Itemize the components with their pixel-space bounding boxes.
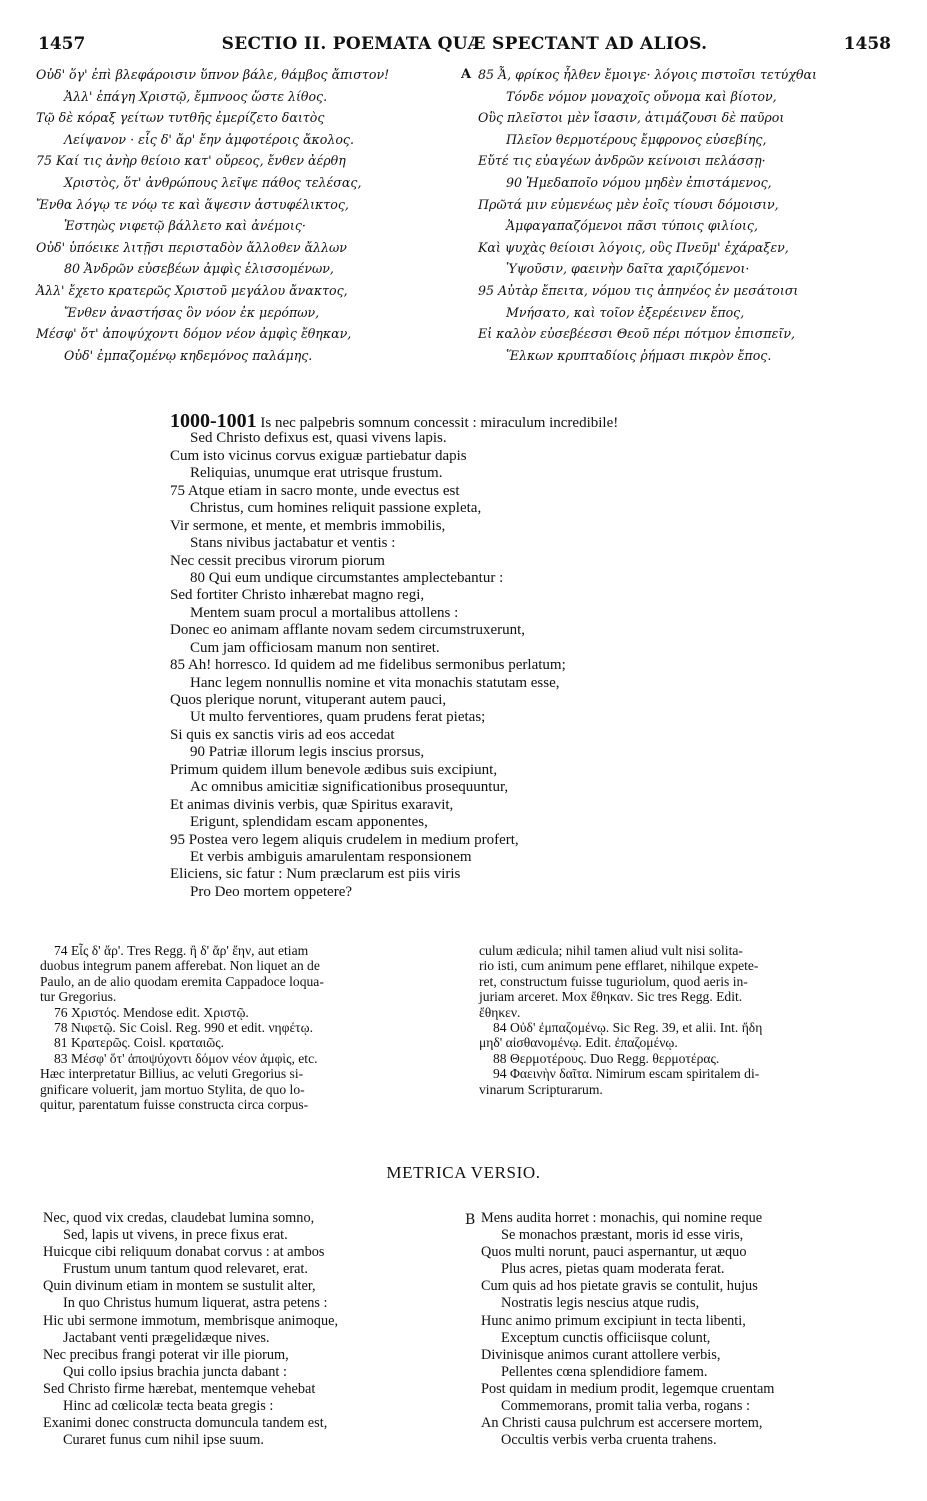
text-line: Mentem suam procul a mortalibus attollens : [190, 604, 459, 621]
text-line: Χριστὸς, ὅτ' ἀνθρώπους λεῖψε πάθος τελέσας, [64, 174, 362, 190]
text-line: Οὐδ' ἐμπαζομένῳ κηδεμόνος παλάμης. [64, 347, 313, 363]
section-number: 1000-1001 [170, 410, 257, 432]
text-line: Exceptum cunctis officiisque colunt, [501, 1329, 711, 1346]
text-line: Οὐδ' ὑπόεικε λιτῇσι περισταδὸν ἄλλοθεν ἄλλων [36, 239, 347, 255]
text-line: Hanc legem nonnullis nomine et vita monachis statutam esse, [190, 674, 560, 691]
text-line: Hic ubi sermone immotum, membrisque animoque, [43, 1312, 339, 1329]
text-line: Cum jam officiosam manum non sentiret. [190, 639, 440, 656]
text-line: Huicque cibi reliquum donabat corvus : at ambos [43, 1244, 325, 1261]
text-line: Οὐδ' ὅγ' ἐπὶ βλεφάροισιν ὕπνον βάλε, θάμβος ἄπιστον! [36, 67, 390, 82]
text-line: 90 Ἠμεδαποῖο νόμου μηδὲν ἐπιστάμενος, [506, 174, 772, 190]
text-line: Occultis verbis verba cruenta trahens. [501, 1432, 717, 1449]
text-line: 90 Patriæ illorum legis inscius prorsus, [190, 744, 425, 761]
text-line: Ἀλλ' ἐπάγη Χριστῷ, ἔμπνοος ὥστε λίθος. [64, 88, 328, 104]
text-line: 88 Θερμοτέρους. Duo Regg. θερμοτέρας. [493, 1050, 720, 1066]
text-line: Ἀλλ' ἔχετο κρατερῶς Χριστοῦ μεγάλου ἄνακτος, [36, 282, 348, 298]
text-line: An Christi causa pulchrum est accersere mortem, [481, 1415, 763, 1432]
text-line: 80 Ἀνδρῶν εὐσεβέων ἀμφὶς ἑλισσομένων, [64, 261, 334, 277]
text-line: Pro Deo mortem oppetere? [190, 883, 353, 900]
text-line: Post quidam in medium prodit, legemque cruentam [481, 1380, 775, 1397]
text-line: Vir sermone, et mente, et membris immobilis, [170, 517, 446, 534]
text-line: Sed Christo defixus est, quasi vivens lapis. [190, 430, 447, 447]
text-line: Et verbis ambiguis amarulentam responsionem [190, 848, 472, 865]
text-line: Cum isto vicinus corvus exiguæ partiebatur dapis [170, 447, 467, 464]
text-line: Frustum unum tantum quod relevaret, erat. [63, 1261, 308, 1278]
text-line: Mens audita horret : monachis, qui nomine reque [481, 1210, 763, 1226]
text-line: 74 Εἷς δ' ἄρ'. Tres Regg. ἢ δ' ἄρ' ἔην, aut etiam [54, 943, 309, 958]
text-line: 85 Ah! horresco. Id quidem ad me fidelibus sermonibus perlatum; [170, 657, 566, 674]
text-line: Plus acres, pietas quam moderata ferat. [501, 1261, 725, 1278]
text-line: ἔθηκεν. [479, 1004, 521, 1020]
text-line: Christus, cum homines reliquit passione expleta, [190, 500, 482, 517]
text-line: Sed, lapis ut vivens, in prece fixus erat. [63, 1227, 288, 1244]
text-line: Ἀμφαγαπαζόμενοι πᾶσι τύποις φιλίοις, [506, 218, 758, 234]
text-line: Hunc animo primum excipiunt in tecta libenti, [481, 1312, 746, 1329]
column-marker-a: A [461, 67, 472, 82]
text-line: Curaret funus cum nihil ipse suum. [63, 1432, 264, 1449]
text-line: μηδ' αἰσθανομένῳ. Edit. ἐπαζομένῳ. [479, 1035, 678, 1051]
text-line: Exanimi donec constructa domuncula tandem est, [43, 1415, 328, 1432]
text-line: Hinc ad cœlicolæ tecta beata gregis : [63, 1398, 274, 1415]
text-line: Πρῶτά μιν εὐμενέως μὲν ἑοῖς τίουσι δόμοισιν, [478, 196, 779, 212]
text-line: Quos multi norunt, pauci aspernantur, ut æquo [481, 1244, 747, 1261]
text-line: Πλεῖον θερμοτέρους ἔμφρονος εὐσεβίης, [506, 131, 767, 147]
text-line: 83 Μέσφ' ὅτ' ἀποψύχοντι δόμον νέον ἀμφὶς, etc. [54, 1050, 318, 1066]
text-line: Τόνδε νόμον μοναχοῖς οὔνομα καὶ βίοτον, [506, 88, 777, 104]
running-header [38, 34, 891, 56]
text-line: juriam arceret. Mox ἔθηκαν. Sic tres Regg. Edit. [479, 989, 743, 1005]
text-line: Se monachos præstant, moris id esse viris, [501, 1227, 744, 1244]
text-line: 95 Αὐτὰρ ἔπειτα, νόμου τις ἀπηνέος ἐν μεσάτοισι [478, 282, 799, 298]
text-line: 75 Atque etiam in sacro monte, unde evectus est [170, 482, 460, 499]
text-line: 85 Ἆ, φρίκος ἦλθεν ἔμοιγε· λόγοις πιστοῖσι τετύχθαι [478, 67, 817, 82]
text-line: 84 Οὐδ' ἐμπαζομένῳ. Sic Reg. 39, et alii. Int. ἤδη [493, 1019, 763, 1035]
greek-text-left-column [36, 64, 389, 366]
text-line: culum ædicula; nihil tamen aliud vult nisi solita- [479, 943, 743, 958]
text-line: duobus integrum panem afferebat. Non liquet an de [40, 958, 320, 974]
text-line: Paulo, an de alio quodam eremita Cappadoce loqua- [40, 973, 324, 989]
text-line: Ὑψοῦσιν, φαεινὴν δαῖτα χαριζόμενοι· [506, 261, 750, 277]
text-line: Sed Christo firme hærebat, mentemque vehebat [43, 1380, 316, 1397]
text-line: Erigunt, splendidam escam apponentes, [190, 814, 428, 831]
text-line: Commemorans, promit talia verba, rogans : [501, 1398, 750, 1415]
text-line: 80 Qui eum undique circumstantes amplectebantur : [190, 569, 504, 586]
text-line: Stans nivibus jactabatur et ventis : [190, 535, 396, 552]
text-line: Hæc interpretatur Billius, ac veluti Gregorius si- [40, 1066, 304, 1082]
text-line: Nec, quod vix credas, claudebat lumina somno, [43, 1210, 315, 1226]
page-number-right: 1458 [843, 34, 891, 54]
text-line: Jactabant venti prægelidæque nives. [63, 1329, 270, 1346]
text-line: Εἰ καλὸν εὐσεβέεσσι Θεοῦ πέρι πότμον ἐπισπεῖν, [478, 326, 795, 342]
text-line: In quo Christus humum liquerat, astra petens : [63, 1295, 328, 1312]
text-line: 75 Καί τις ἀνὴρ θείοιο κατ' οὔρεος, ἔνθεν ἀέρθη [36, 153, 346, 169]
text-line: Οὓς πλεῖστοι μὲν ἴσασιν, ἀτιμάζουσι δὲ παῦροι [478, 110, 785, 126]
text-line: Quos plerique norunt, vituperant autem pauci, [170, 692, 447, 708]
text-line: Nostratis legis nescius atque rudis, [501, 1295, 700, 1312]
text-line: Μνήσατο, καὶ τοῖον ἐξερέεινεν ἔπος, [506, 304, 745, 320]
text-line: gnificare voluerit, jam mortuo Stylita, de quo lo- [40, 1081, 305, 1097]
text-line: Et animas divinis verbis, quæ Spiritus exaravit, [170, 796, 454, 813]
text-line: Pellentes cœna splendidiore famem. [501, 1363, 708, 1380]
text-line: Si quis ex sanctis viris ad eos accedat [170, 726, 395, 743]
metrica-left-column [43, 1210, 338, 1449]
text-line: Λείψανον · εἷς δ' ἄρ' ἔην ἀμφοτέροις ἄκολος. [64, 131, 354, 147]
metrica-right-column [481, 1210, 774, 1449]
text-line: Μέσφ' ὅτ' ἀποψύχοντι δόμον νέον ἀμφὶς ἔθηκαν, [36, 326, 352, 342]
text-line: Εὔτέ τις εὐαγέων ἀνδρῶν κείνοισι πελάσσῃ· [478, 153, 766, 169]
text-line: 78 Νιφετῷ. Sic Coisl. Reg. 990 et edit. νηφέτῳ. [54, 1019, 313, 1035]
latin-first-line: 1000-1001 Is nec palpebris somnum concessit : miraculum incredibile! [170, 410, 619, 432]
notes-right-column [479, 943, 762, 1097]
text-line: Καὶ ψυχὰς θείοισι λόγοις, οὓς Πνεῦμ' ἐχάραξεν, [478, 239, 789, 255]
text-line: Divinisque animos curant attollere verbis, [481, 1346, 721, 1363]
text-line: Quin divinum etiam in montem se sustulit alter, [43, 1278, 316, 1295]
text-line: Τῷ δὲ κόραξ γείτων τυτθῆς ἐμερίζετο δαιτὸς [36, 110, 325, 126]
text-line: ret, constructum fuisse tuguriolum, quod aeris in- [479, 973, 748, 989]
page-number-left: 1457 [38, 34, 86, 54]
greek-text-right-column [478, 64, 817, 366]
text-line: Donec eo animam afflante novam sedem circumstruxerunt, [170, 622, 526, 639]
text-line: Ἔνθεν ἀναστήσας ὃν νόον ἐκ μερόπων, [64, 304, 320, 320]
text-line: Ac omnibus amicitiæ significationibus prosequuntur, [190, 779, 509, 796]
text-line: vinarum Scripturarum. [479, 1081, 603, 1097]
text-line: Nec cessit precibus virorum piorum [170, 552, 385, 569]
running-title: SECTIO II. POEMATA QUÆ SPECTANT AD ALIOS. [221, 34, 708, 54]
text-line: Nec precibus frangi poterat vir ille piorum, [43, 1346, 289, 1363]
latin-translation [170, 410, 619, 901]
text-line: Ἑστηὼς νιφετῷ βάλλετο καὶ ἀνέμοις· [64, 218, 306, 234]
text-line: rio isti, cum animum pene efflaret, nihilque expete- [479, 958, 759, 974]
text-line: Ἕλκων κρυπταδίοις ῥήμασι πικρὸν ἔπος. [506, 347, 772, 363]
text-line: Sed fortiter Christo inhærebat magno regi, [170, 587, 425, 604]
text-line: quitur, parentatum fuisse constructa circa corpus- [40, 1096, 309, 1112]
text-line: Ἔνθα λόγῳ τε νόῳ τε καὶ ἅψεσιν ἀστυφέλικτος, [36, 196, 349, 212]
metrica-versio-title: METRICA VERSIO. [386, 1163, 541, 1182]
text-line: Ut multo ferventiores, quam prudens ferat pietas; [190, 709, 486, 726]
text-line: 76 Χριστός. Mendose edit. Χριστῷ. [54, 1004, 249, 1020]
text-line: 95 Postea vero legem aliquis crudelem in medium profert, [170, 831, 519, 848]
text-line: Reliquias, unumque erat utrisque frustum. [190, 465, 443, 482]
text-line: tur Gregorius. [40, 989, 117, 1005]
text-line: Cum quis ad hos pietate gravis se contulit, hujus [481, 1278, 758, 1295]
text-line: Primum quidem illum benevole ædibus suis excipiunt, [170, 761, 498, 778]
text-line: 94 Φαεινὴν δαῖτα. Nimirum escam spiritalem di- [493, 1066, 760, 1082]
text-line: Qui collo ipsius brachia juncta dabant : [63, 1363, 287, 1380]
text-line: Eliciens, sic fatur : Num præclarum est piis viris [170, 866, 461, 883]
column-marker-b: B [465, 1212, 476, 1228]
notes-left-column [40, 943, 324, 1112]
text-line: 81 Κρατερῶς. Coisl. κραταιῶς. [54, 1035, 225, 1051]
